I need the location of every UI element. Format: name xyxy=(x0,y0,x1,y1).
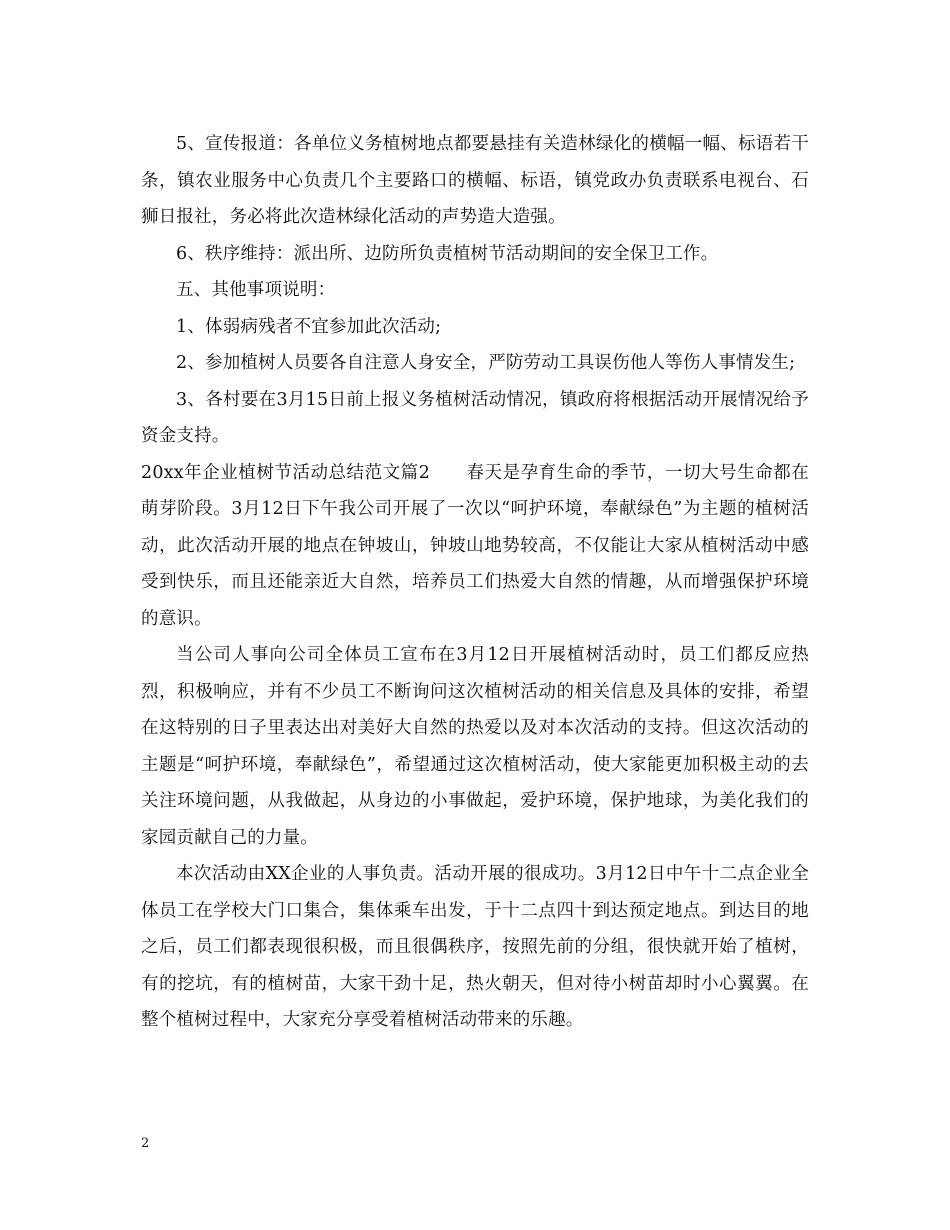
paragraph-note-1: 1、体弱病残者不宜参加此次活动; xyxy=(176,316,442,337)
paragraph-note-3: 3、各村要在3月15日前上报义务植树活动情况，镇政府将根据活动开展情况给予资金支持。 xyxy=(141,389,809,446)
section-heading-other-matters: 五、其他事项说明： xyxy=(176,280,336,300)
paragraph-order-maintenance: 6、秩序维持：派出所、边防所负责植树节活动期间的安全保卫工作。 xyxy=(176,243,719,264)
paragraph-publicity: 5、宣传报道：各单位义务植树地点都要悬挂有关造林绿化的横幅一幅、标语若干条，镇农业服务中心负责几个主要路口的横幅、标语，镇党政办负责联系电视台、石狮日报社，务必将此次造林绿化活动的声势造大造强。 xyxy=(141,134,809,227)
paragraph-note-2: 2、参加植树人员要各自注意人身安全，严防劳动工具误伤他人等伤人事情发生; xyxy=(176,353,796,373)
document-body xyxy=(141,126,809,1039)
page-number: 2 xyxy=(141,1136,150,1151)
paragraph-article-2-announcement: 当公司人事向公司全体员工宣布在3月12日开展植树活动时，员工们都反应热烈，积极响应，并有不少员工不断询问这次植树活动的相关信息及具体的安排，希望在这特别的日子里表达出对美好大自然的热爱以及对本次活动的支持。但这次活动的主题是“呵护环境，奉献绿色”，希望通过这次植树活动，使大家能更加积极主动的去关注环境问题，从我做起，从身边的小事做起，爱护环境，保护地球，为美化我们的家园贡献自己的力量。 xyxy=(141,645,809,848)
paragraph-article-2-intro: 20xx年企业植树节活动总结范文篇2 春天是孕育生命的季节，一切大号生命都在萌芽阶段。3月12日下午我公司开展了一次以“呵护环境，奉献绿色”为主题的植树活动，此次活动开展的地点在钟坡山，钟坡山地势较高，不仅能让大家从植树活动中感受到快乐，而且还能亲近大自然，培养员工们热爱大自然的情趣，从而增强保护环境的意识。 xyxy=(141,462,809,629)
paragraph-article-2-activity: 本次活动由XX企业的人事负责。活动开展的很成功。3月12日中午十二点企业全体员工在学校大门口集合，集体乘车出发，于十二点四十到达预定地点。到达目的地之后，员工们都表现很积极，而且很偶秩序，按照先前的分组，很快就开始了植树，有的挖坑，有的植树苗，大家干劲十足，热火朝天，但对待小树苗却时小心翼翼。在整个植树过程中，大家充分享受着植树活动带来的乐趣。 xyxy=(141,864,809,1030)
